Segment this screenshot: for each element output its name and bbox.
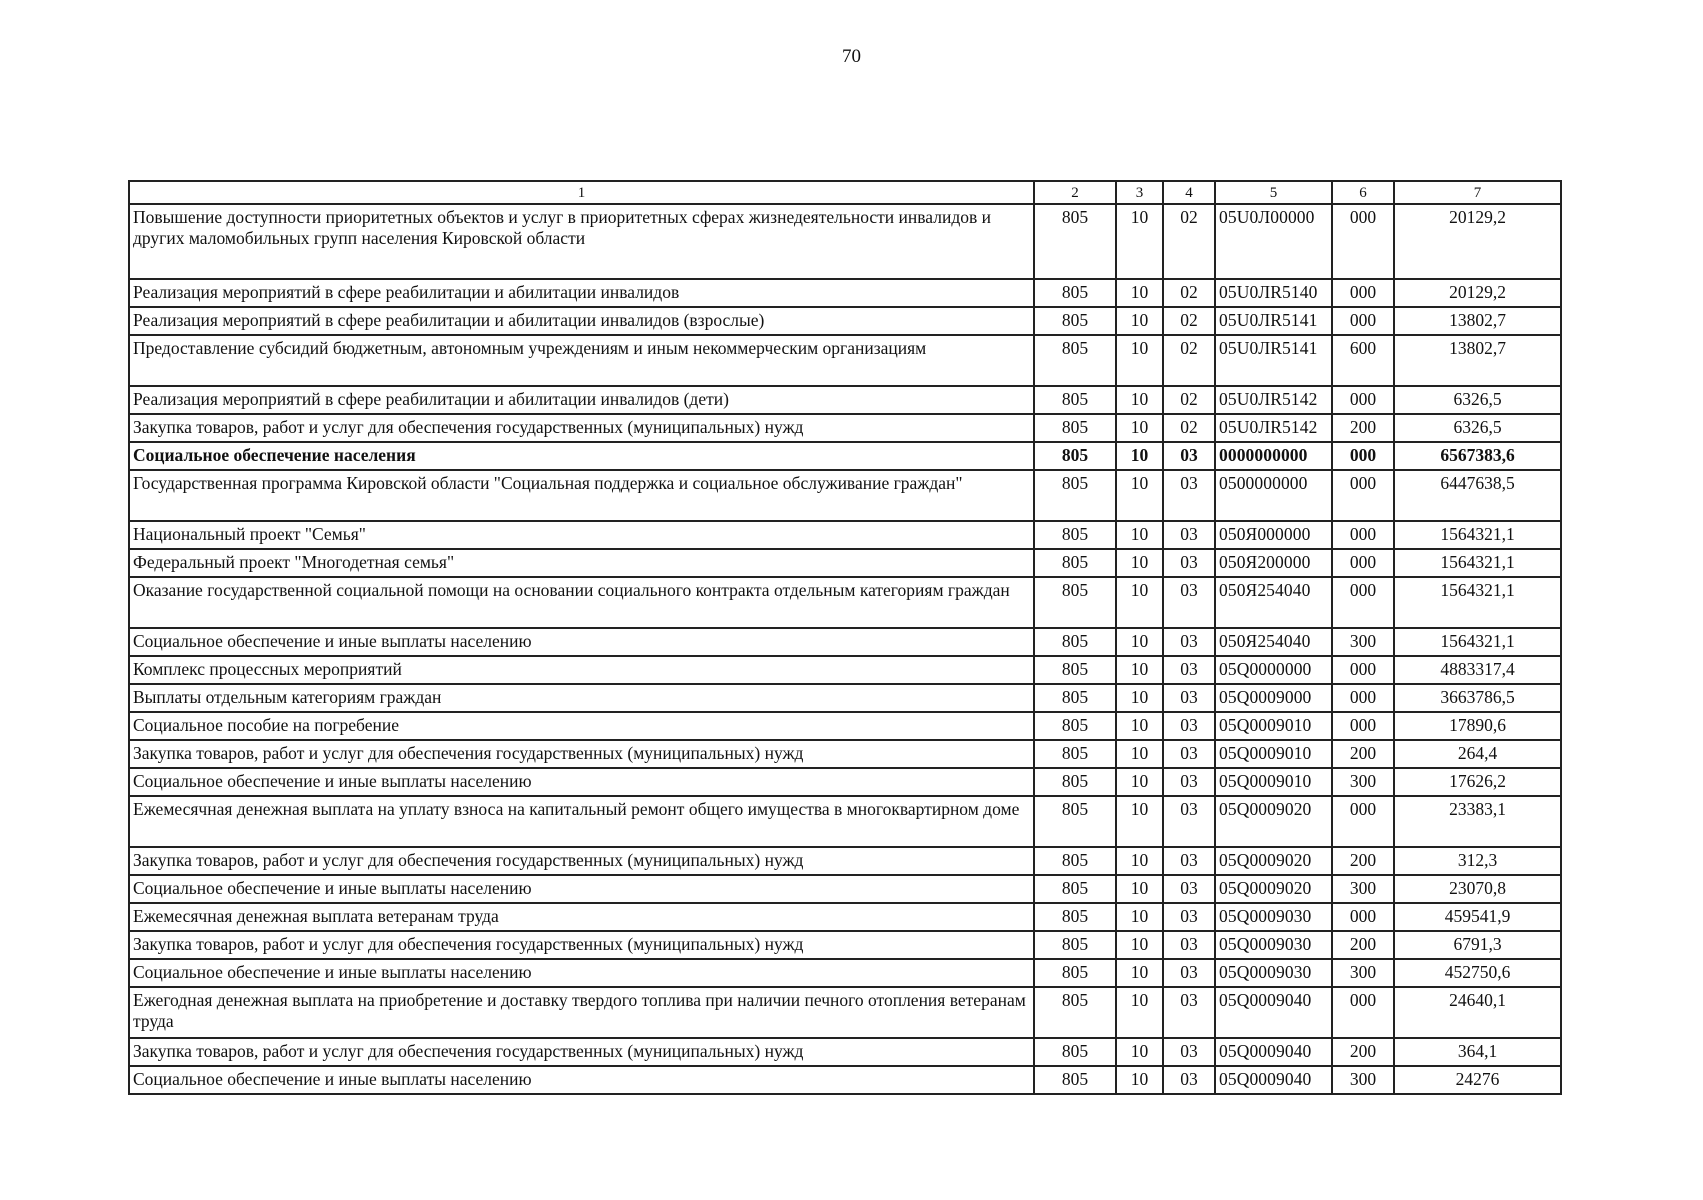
row-target-article-cell: 05U0Л00000 xyxy=(1215,204,1332,279)
table-row xyxy=(129,656,1561,684)
row-subsection-cell: 03 xyxy=(1163,521,1215,549)
row-expense-type-cell: 000 xyxy=(1332,796,1394,847)
row-name-cell: Социальное обеспечение и иные выплаты населению xyxy=(129,875,1034,903)
row-section-cell: 10 xyxy=(1116,931,1163,959)
row-admin-code-cell: 805 xyxy=(1034,204,1116,279)
row-expense-type-cell: 300 xyxy=(1332,875,1394,903)
column-header: 7 xyxy=(1394,181,1561,204)
row-admin-code-cell: 805 xyxy=(1034,442,1116,470)
row-admin-code-cell: 805 xyxy=(1034,740,1116,768)
row-amount-cell: 6326,5 xyxy=(1394,386,1561,414)
row-target-article-cell: 05Q0009030 xyxy=(1215,931,1332,959)
row-amount-cell: 1564321,1 xyxy=(1394,521,1561,549)
row-amount-cell: 3663786,5 xyxy=(1394,684,1561,712)
row-section-cell: 10 xyxy=(1116,847,1163,875)
row-target-article-cell: 05Q0009030 xyxy=(1215,903,1332,931)
row-target-article-cell: 05Q0009010 xyxy=(1215,740,1332,768)
page-number: 70 xyxy=(842,46,861,67)
row-amount-cell: 20129,2 xyxy=(1394,204,1561,279)
row-section-cell: 10 xyxy=(1116,307,1163,335)
table-row xyxy=(129,549,1561,577)
row-subsection-cell: 03 xyxy=(1163,712,1215,740)
row-target-article-cell: 05Q0009010 xyxy=(1215,768,1332,796)
table-row xyxy=(129,279,1561,307)
row-expense-type-cell: 200 xyxy=(1332,931,1394,959)
row-target-article-cell: 05Q0009000 xyxy=(1215,684,1332,712)
row-expense-type-cell: 000 xyxy=(1332,549,1394,577)
row-name-cell: Социальное обеспечение и иные выплаты населению xyxy=(129,1066,1034,1094)
row-expense-type-cell: 300 xyxy=(1332,628,1394,656)
row-admin-code-cell: 805 xyxy=(1034,959,1116,987)
table-row xyxy=(129,442,1561,470)
row-admin-code-cell: 805 xyxy=(1034,987,1116,1038)
row-subsection-cell: 03 xyxy=(1163,684,1215,712)
row-admin-code-cell: 805 xyxy=(1034,577,1116,628)
row-name-cell: Социальное обеспечение и иные выплаты населению xyxy=(129,959,1034,987)
table-row xyxy=(129,740,1561,768)
row-admin-code-cell: 805 xyxy=(1034,628,1116,656)
table-row xyxy=(129,847,1561,875)
row-name-cell: Национальный проект "Семья" xyxy=(129,521,1034,549)
row-target-article-cell: 05Q0009040 xyxy=(1215,1038,1332,1066)
row-expense-type-cell: 600 xyxy=(1332,335,1394,386)
row-amount-cell: 6447638,5 xyxy=(1394,470,1561,521)
row-expense-type-cell: 000 xyxy=(1332,684,1394,712)
row-subsection-cell: 03 xyxy=(1163,1038,1215,1066)
row-name-cell: Выплаты отдельным категориям граждан xyxy=(129,684,1034,712)
row-amount-cell: 459541,9 xyxy=(1394,903,1561,931)
row-admin-code-cell: 805 xyxy=(1034,1066,1116,1094)
row-expense-type-cell: 000 xyxy=(1332,903,1394,931)
row-amount-cell: 6567383,6 xyxy=(1394,442,1561,470)
row-name-cell: Повышение доступности приоритетных объектов и услуг в приоритетных сферах жизнедеятельности инвалидов и других маломобильных групп населения Кировской области xyxy=(129,204,1034,279)
row-admin-code-cell: 805 xyxy=(1034,796,1116,847)
row-expense-type-cell: 000 xyxy=(1332,386,1394,414)
row-target-article-cell: 05Q0009020 xyxy=(1215,875,1332,903)
row-target-article-cell: 05Q0009020 xyxy=(1215,796,1332,847)
table-row xyxy=(129,712,1561,740)
row-amount-cell: 4883317,4 xyxy=(1394,656,1561,684)
row-target-article-cell: 05Q0009040 xyxy=(1215,987,1332,1038)
row-subsection-cell: 03 xyxy=(1163,628,1215,656)
row-admin-code-cell: 805 xyxy=(1034,307,1116,335)
row-name-cell: Реализация мероприятий в сфере реабилитации и абилитации инвалидов (дети) xyxy=(129,386,1034,414)
row-amount-cell: 20129,2 xyxy=(1394,279,1561,307)
row-name-cell: Оказание государственной социальной помощи на основании социального контракта отдельным категориям граждан xyxy=(129,577,1034,628)
row-subsection-cell: 03 xyxy=(1163,656,1215,684)
row-expense-type-cell: 200 xyxy=(1332,414,1394,442)
row-admin-code-cell: 805 xyxy=(1034,470,1116,521)
row-admin-code-cell: 805 xyxy=(1034,931,1116,959)
row-subsection-cell: 02 xyxy=(1163,307,1215,335)
row-expense-type-cell: 200 xyxy=(1332,740,1394,768)
row-expense-type-cell: 000 xyxy=(1332,470,1394,521)
row-name-cell: Ежемесячная денежная выплата на уплату взноса на капитальный ремонт общего имущества в многоквартирном доме xyxy=(129,796,1034,847)
row-subsection-cell: 03 xyxy=(1163,875,1215,903)
column-header: 6 xyxy=(1332,181,1394,204)
row-target-article-cell: 05U0ЛR5141 xyxy=(1215,335,1332,386)
column-header: 4 xyxy=(1163,181,1215,204)
table-row xyxy=(129,577,1561,628)
table-row xyxy=(129,875,1561,903)
row-target-article-cell: 0500000000 xyxy=(1215,470,1332,521)
row-section-cell: 10 xyxy=(1116,335,1163,386)
row-name-cell: Федеральный проект "Многодетная семья" xyxy=(129,549,1034,577)
row-section-cell: 10 xyxy=(1116,1066,1163,1094)
row-amount-cell: 23070,8 xyxy=(1394,875,1561,903)
row-section-cell: 10 xyxy=(1116,656,1163,684)
table-row xyxy=(129,903,1561,931)
row-admin-code-cell: 805 xyxy=(1034,549,1116,577)
row-name-cell: Комплекс процессных мероприятий xyxy=(129,656,1034,684)
row-target-article-cell: 050Я254040 xyxy=(1215,628,1332,656)
table-row xyxy=(129,684,1561,712)
row-name-cell: Социальное обеспечение и иные выплаты населению xyxy=(129,628,1034,656)
row-section-cell: 10 xyxy=(1116,470,1163,521)
row-target-article-cell: 050Я254040 xyxy=(1215,577,1332,628)
row-section-cell: 10 xyxy=(1116,386,1163,414)
row-subsection-cell: 03 xyxy=(1163,959,1215,987)
row-admin-code-cell: 805 xyxy=(1034,847,1116,875)
row-target-article-cell: 05Q0009010 xyxy=(1215,712,1332,740)
row-target-article-cell: 05Q0009020 xyxy=(1215,847,1332,875)
row-amount-cell: 23383,1 xyxy=(1394,796,1561,847)
row-subsection-cell: 03 xyxy=(1163,549,1215,577)
row-name-cell: Закупка товаров, работ и услуг для обеспечения государственных (муниципальных) нужд xyxy=(129,847,1034,875)
table-row xyxy=(129,307,1561,335)
row-name-cell: Закупка товаров, работ и услуг для обеспечения государственных (муниципальных) нужд xyxy=(129,1038,1034,1066)
row-subsection-cell: 02 xyxy=(1163,414,1215,442)
row-admin-code-cell: 805 xyxy=(1034,1038,1116,1066)
row-expense-type-cell: 300 xyxy=(1332,1066,1394,1094)
row-subsection-cell: 02 xyxy=(1163,204,1215,279)
row-amount-cell: 264,4 xyxy=(1394,740,1561,768)
row-amount-cell: 452750,6 xyxy=(1394,959,1561,987)
row-admin-code-cell: 805 xyxy=(1034,903,1116,931)
row-expense-type-cell: 000 xyxy=(1332,307,1394,335)
table-row xyxy=(129,386,1561,414)
row-target-article-cell: 05U0ЛR5142 xyxy=(1215,414,1332,442)
row-expense-type-cell: 000 xyxy=(1332,442,1394,470)
row-subsection-cell: 03 xyxy=(1163,903,1215,931)
column-header: 1 xyxy=(129,181,1034,204)
table-row xyxy=(129,414,1561,442)
table-row xyxy=(129,768,1561,796)
row-admin-code-cell: 805 xyxy=(1034,768,1116,796)
row-amount-cell: 1564321,1 xyxy=(1394,549,1561,577)
row-amount-cell: 1564321,1 xyxy=(1394,577,1561,628)
row-section-cell: 10 xyxy=(1116,768,1163,796)
table-row xyxy=(129,521,1561,549)
row-admin-code-cell: 805 xyxy=(1034,875,1116,903)
row-admin-code-cell: 805 xyxy=(1034,656,1116,684)
row-target-article-cell: 05Q0000000 xyxy=(1215,656,1332,684)
column-header: 2 xyxy=(1034,181,1116,204)
row-name-cell: Социальное обеспечение населения xyxy=(129,442,1034,470)
row-target-article-cell: 0000000000 xyxy=(1215,442,1332,470)
row-subsection-cell: 03 xyxy=(1163,1066,1215,1094)
row-subsection-cell: 03 xyxy=(1163,987,1215,1038)
row-admin-code-cell: 805 xyxy=(1034,684,1116,712)
row-section-cell: 10 xyxy=(1116,903,1163,931)
row-admin-code-cell: 805 xyxy=(1034,521,1116,549)
row-name-cell: Государственная программа Кировской области "Социальная поддержка и социальное обслуживание граждан" xyxy=(129,470,1034,521)
table-row xyxy=(129,1038,1561,1066)
row-expense-type-cell: 000 xyxy=(1332,577,1394,628)
row-amount-cell: 13802,7 xyxy=(1394,307,1561,335)
row-admin-code-cell: 805 xyxy=(1034,414,1116,442)
row-name-cell: Закупка товаров, работ и услуг для обеспечения государственных (муниципальных) нужд xyxy=(129,740,1034,768)
row-subsection-cell: 03 xyxy=(1163,442,1215,470)
row-target-article-cell: 05U0ЛR5142 xyxy=(1215,386,1332,414)
row-name-cell: Социальное обеспечение и иные выплаты населению xyxy=(129,768,1034,796)
row-name-cell: Предоставление субсидий бюджетным, автономным учреждениям и иным некоммерческим организациям xyxy=(129,335,1034,386)
row-section-cell: 10 xyxy=(1116,1038,1163,1066)
row-section-cell: 10 xyxy=(1116,684,1163,712)
row-target-article-cell: 05U0ЛR5141 xyxy=(1215,307,1332,335)
table-row xyxy=(129,335,1561,386)
column-header: 5 xyxy=(1215,181,1332,204)
row-target-article-cell: 050Я000000 xyxy=(1215,521,1332,549)
row-name-cell: Закупка товаров, работ и услуг для обеспечения государственных (муниципальных) нужд xyxy=(129,414,1034,442)
row-expense-type-cell: 000 xyxy=(1332,656,1394,684)
row-subsection-cell: 03 xyxy=(1163,577,1215,628)
table-row xyxy=(129,628,1561,656)
row-target-article-cell: 05U0ЛR5140 xyxy=(1215,279,1332,307)
table-row xyxy=(129,796,1561,847)
row-name-cell: Закупка товаров, работ и услуг для обеспечения государственных (муниципальных) нужд xyxy=(129,931,1034,959)
row-section-cell: 10 xyxy=(1116,521,1163,549)
row-subsection-cell: 03 xyxy=(1163,847,1215,875)
row-section-cell: 10 xyxy=(1116,442,1163,470)
row-subsection-cell: 03 xyxy=(1163,740,1215,768)
row-section-cell: 10 xyxy=(1116,204,1163,279)
row-expense-type-cell: 000 xyxy=(1332,204,1394,279)
table-row xyxy=(129,959,1561,987)
row-amount-cell: 364,1 xyxy=(1394,1038,1561,1066)
row-target-article-cell: 05Q0009040 xyxy=(1215,1066,1332,1094)
row-section-cell: 10 xyxy=(1116,279,1163,307)
row-subsection-cell: 03 xyxy=(1163,931,1215,959)
row-subsection-cell: 02 xyxy=(1163,386,1215,414)
row-expense-type-cell: 000 xyxy=(1332,521,1394,549)
row-amount-cell: 17626,2 xyxy=(1394,768,1561,796)
row-amount-cell: 17890,6 xyxy=(1394,712,1561,740)
table-row xyxy=(129,204,1561,279)
row-section-cell: 10 xyxy=(1116,712,1163,740)
row-expense-type-cell: 200 xyxy=(1332,847,1394,875)
row-admin-code-cell: 805 xyxy=(1034,712,1116,740)
column-header: 3 xyxy=(1116,181,1163,204)
row-name-cell: Реализация мероприятий в сфере реабилитации и абилитации инвалидов xyxy=(129,279,1034,307)
table-body xyxy=(129,204,1561,1094)
row-section-cell: 10 xyxy=(1116,740,1163,768)
budget-table xyxy=(128,180,1562,1095)
row-subsection-cell: 02 xyxy=(1163,335,1215,386)
row-section-cell: 10 xyxy=(1116,987,1163,1038)
row-subsection-cell: 03 xyxy=(1163,768,1215,796)
row-amount-cell: 1564321,1 xyxy=(1394,628,1561,656)
row-expense-type-cell: 000 xyxy=(1332,987,1394,1038)
row-name-cell: Социальное пособие на погребение xyxy=(129,712,1034,740)
column-header-row xyxy=(129,181,1561,204)
table-row xyxy=(129,470,1561,521)
row-section-cell: 10 xyxy=(1116,549,1163,577)
table-row xyxy=(129,987,1561,1038)
row-subsection-cell: 03 xyxy=(1163,796,1215,847)
row-expense-type-cell: 200 xyxy=(1332,1038,1394,1066)
row-amount-cell: 13802,7 xyxy=(1394,335,1561,386)
row-subsection-cell: 03 xyxy=(1163,470,1215,521)
row-section-cell: 10 xyxy=(1116,959,1163,987)
row-amount-cell: 24276 xyxy=(1394,1066,1561,1094)
row-amount-cell: 6326,5 xyxy=(1394,414,1561,442)
row-admin-code-cell: 805 xyxy=(1034,335,1116,386)
row-name-cell: Реализация мероприятий в сфере реабилитации и абилитации инвалидов (взрослые) xyxy=(129,307,1034,335)
row-section-cell: 10 xyxy=(1116,875,1163,903)
table-row xyxy=(129,931,1561,959)
row-section-cell: 10 xyxy=(1116,796,1163,847)
row-admin-code-cell: 805 xyxy=(1034,386,1116,414)
row-target-article-cell: 05Q0009030 xyxy=(1215,959,1332,987)
row-subsection-cell: 02 xyxy=(1163,279,1215,307)
table-row xyxy=(129,1066,1561,1094)
row-name-cell: Ежемесячная денежная выплата ветеранам труда xyxy=(129,903,1034,931)
row-expense-type-cell: 000 xyxy=(1332,279,1394,307)
row-section-cell: 10 xyxy=(1116,414,1163,442)
row-expense-type-cell: 300 xyxy=(1332,959,1394,987)
row-admin-code-cell: 805 xyxy=(1034,279,1116,307)
row-amount-cell: 312,3 xyxy=(1394,847,1561,875)
row-name-cell: Ежегодная денежная выплата на приобретение и доставку твердого топлива при наличии печного отопления ветеранам труда xyxy=(129,987,1034,1038)
row-target-article-cell: 050Я200000 xyxy=(1215,549,1332,577)
row-amount-cell: 6791,3 xyxy=(1394,931,1561,959)
row-expense-type-cell: 300 xyxy=(1332,768,1394,796)
row-section-cell: 10 xyxy=(1116,577,1163,628)
row-amount-cell: 24640,1 xyxy=(1394,987,1561,1038)
row-section-cell: 10 xyxy=(1116,628,1163,656)
row-expense-type-cell: 000 xyxy=(1332,712,1394,740)
